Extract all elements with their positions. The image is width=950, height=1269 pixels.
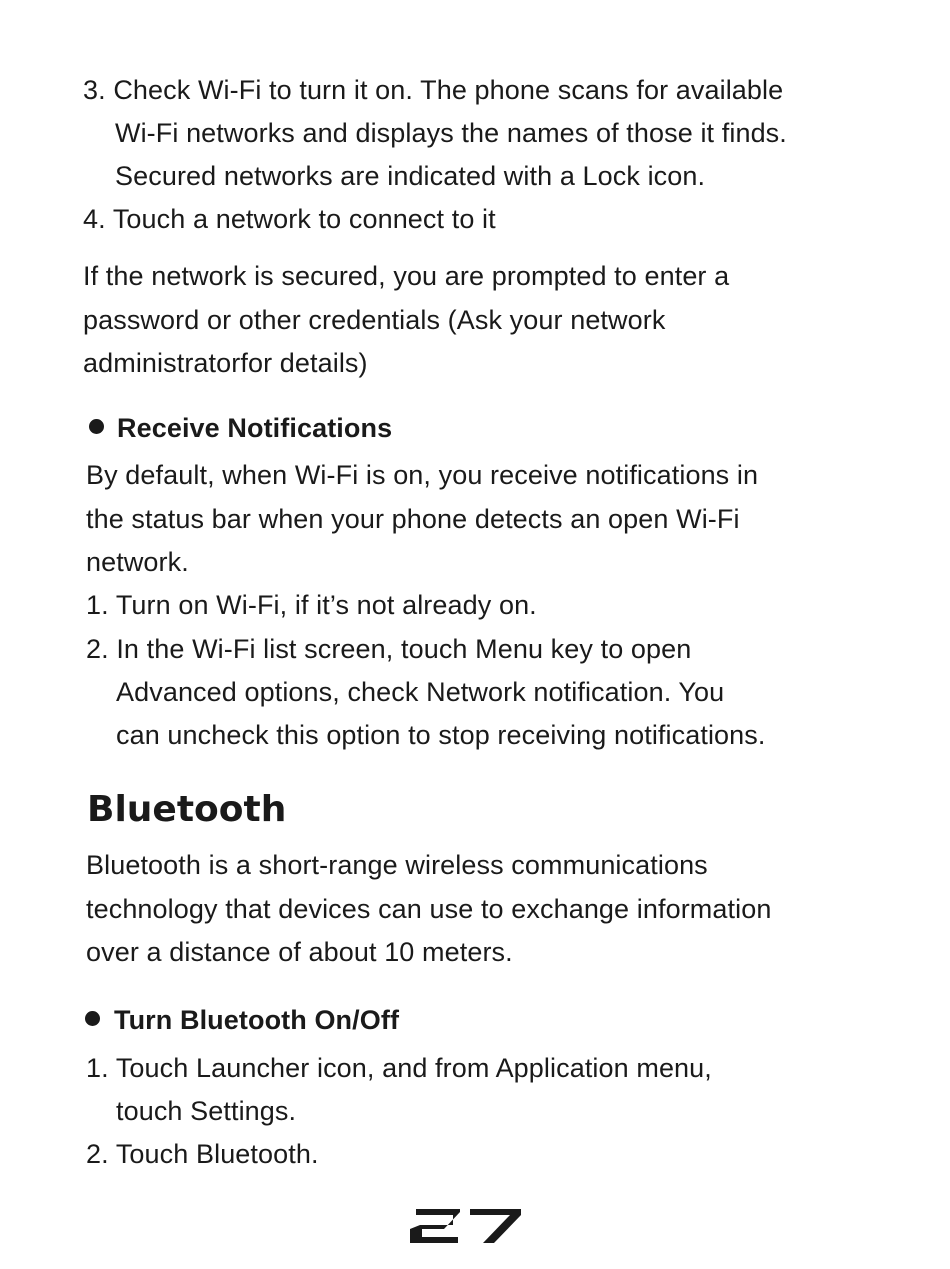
text-line: technology that devices can use to exchange information bbox=[86, 894, 772, 924]
text-line: network. bbox=[86, 547, 189, 577]
section-heading: Bluetooth bbox=[87, 789, 287, 830]
text-line: 1. Touch Launcher icon, and from Application menu, bbox=[86, 1053, 712, 1083]
page-number bbox=[410, 1206, 522, 1246]
bullet-icon bbox=[89, 419, 104, 434]
text-line: touch Settings. bbox=[116, 1096, 297, 1126]
text-line: the status bar when your phone detects an open Wi-Fi bbox=[86, 504, 740, 534]
text-line: 4. Touch a network to connect to it bbox=[83, 204, 496, 234]
text-line: 3. Check Wi-Fi to turn it on. The phone scans for available bbox=[83, 75, 784, 105]
text-line: 2. In the Wi-Fi list screen, touch Menu key to open bbox=[86, 634, 692, 664]
text-line: administratorfor details) bbox=[83, 348, 368, 378]
text-line: 2. Touch Bluetooth. bbox=[86, 1139, 319, 1169]
text-line: Bluetooth is a short-range wireless communications bbox=[86, 850, 708, 880]
text-line: Wi-Fi networks and displays the names of those it finds. bbox=[115, 118, 787, 148]
subheading: Receive Notifications bbox=[117, 413, 393, 443]
text-line: Advanced options, check Network notification. You bbox=[116, 677, 725, 707]
text-line: can uncheck this option to stop receiving notifications. bbox=[116, 720, 766, 750]
text-line: If the network is secured, you are prompted to enter a bbox=[83, 261, 730, 291]
text-line: password or other credentials (Ask your network bbox=[83, 305, 666, 335]
text-line: Secured networks are indicated with a Lock icon. bbox=[115, 161, 706, 191]
bullet-icon bbox=[85, 1011, 100, 1026]
text-line: over a distance of about 10 meters. bbox=[86, 937, 513, 967]
subheading: Turn Bluetooth On/Off bbox=[114, 1005, 400, 1035]
text-line: By default, when Wi-Fi is on, you receive notifications in bbox=[86, 460, 759, 490]
text-line: 1. Turn on Wi-Fi, if it’s not already on. bbox=[86, 590, 537, 620]
